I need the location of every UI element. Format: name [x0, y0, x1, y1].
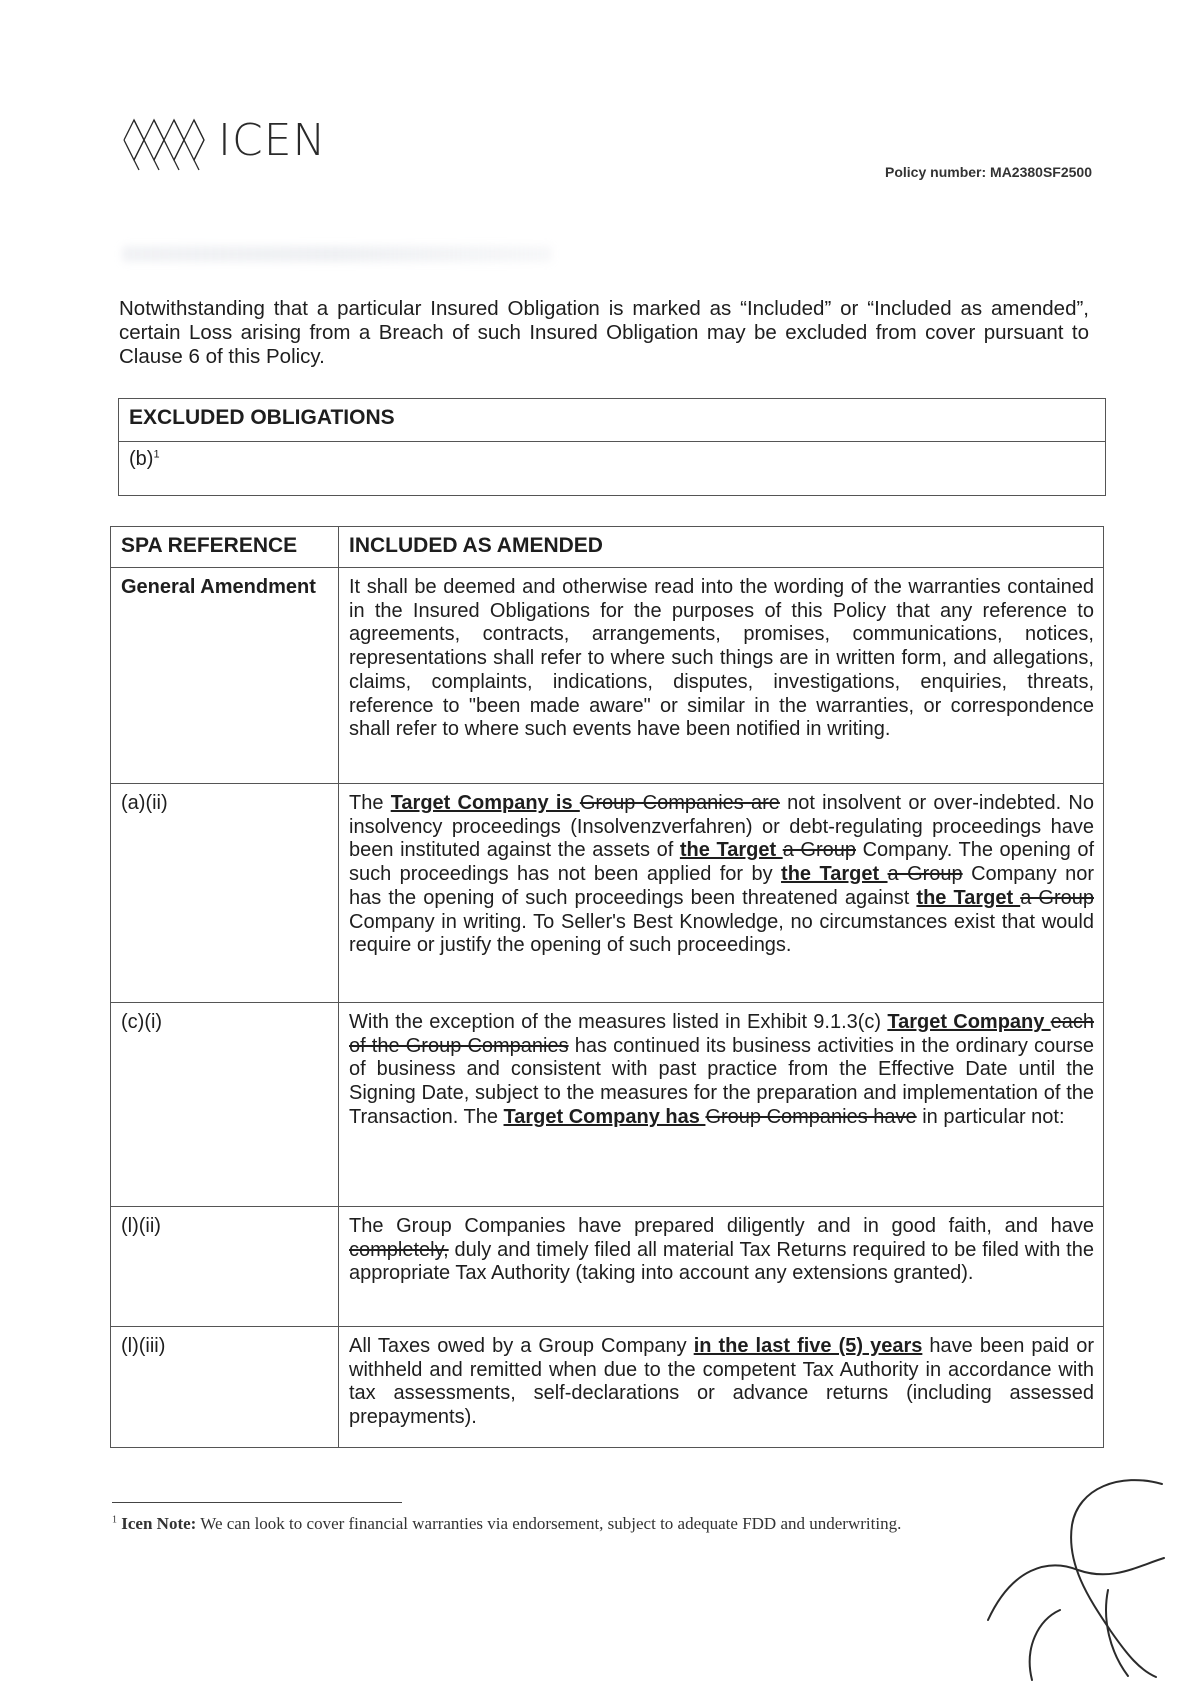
- spa-reference: (a)(ii): [111, 784, 339, 1003]
- deleted-text: a Group: [1020, 886, 1095, 909]
- amended-text: It shall be deemed and otherwise read into the wording of the warranties contained in the Insured Obligations for the purposes of this Policy that any reference to agreements, contracts, arrangements, promises, communications, notices, representations shall refer to where such things are in written form, and allegations, claims, complaints, indications, disputes, investigations, enquiries, threats, reference to "been made aware" or similar in the warranties, or correspondence shall refer to where such events have been notified in writing.: [339, 568, 1104, 784]
- amendments-table: [110, 526, 1104, 1448]
- spa-reference: (l)(iii): [111, 1327, 339, 1448]
- text-segment: in particular not:: [916, 1105, 1065, 1128]
- footnote-ref: 1: [153, 448, 160, 461]
- text-segment: duly and timely filed all material Tax Returns required to be filed with the appropriate Tax Authority (taking into account any extensions granted).: [349, 1238, 1094, 1285]
- amended-text: [339, 1327, 1104, 1448]
- inserted-text: Target Company is: [390, 792, 580, 814]
- text-segment: The: [349, 792, 391, 814]
- col-header-spa-reference: SPA REFERENCE: [111, 527, 339, 568]
- table-row: [111, 1327, 1104, 1448]
- footnote-divider: [112, 1502, 402, 1503]
- footnote-text: We can look to cover financial warranties via endorsement, subject to adequate FDD and underwriting.: [196, 1514, 902, 1533]
- text-segment: have been paid or withheld and remitted when due to the competent Tax Authority in accordance with tax assessments, self-declarations or advance returns (including assessed prepayments).: [349, 1335, 1095, 1429]
- text-segment: Company nor has the opening of such proceedings been threatened against: [349, 863, 1094, 909]
- spa-reference: General Amendment: [111, 568, 339, 784]
- logo: [120, 112, 326, 174]
- text-segment: has continued its business activities in the ordinary course of business and consistent with past practice from the Effective Date until the Signing Date, subject to the measures for the preparation and implementation of the Transaction. The: [349, 1034, 1094, 1128]
- text-segment: All Taxes owed by a Group Company: [349, 1335, 694, 1357]
- excluded-item: [119, 442, 1106, 496]
- spa-reference: (l)(ii): [111, 1207, 339, 1327]
- deleted-text: Group Companies have: [705, 1105, 917, 1128]
- handwritten-signature: [960, 1470, 1170, 1683]
- text-segment: Company in writing. To Seller's Best Knowledge, no circumstances exist that would require or justify the opening of such proceedings.: [349, 910, 1094, 957]
- icen-logo-icon: [120, 112, 210, 174]
- deleted-text: a Group: [887, 863, 963, 886]
- table-row: [111, 1207, 1104, 1327]
- inserted-text: the Target: [679, 839, 783, 862]
- footnote: [112, 1514, 901, 1534]
- table-row: [111, 1003, 1104, 1207]
- amended-text: [339, 784, 1104, 1003]
- inserted-text: Target Company has: [503, 1105, 706, 1128]
- col-header-included-as-amended: INCLUDED AS AMENDED: [339, 527, 1104, 568]
- inserted-text: the Target: [781, 863, 888, 886]
- table-row: [111, 568, 1104, 784]
- policy-number: Policy number: MA2380SF2500: [885, 164, 1092, 180]
- deleted-text: Group Companies are: [579, 792, 780, 814]
- table-row: [111, 784, 1104, 1003]
- table-header-row: [111, 527, 1104, 568]
- logo-text: ICEN: [218, 114, 327, 166]
- excluded-item-label: (b): [129, 448, 154, 470]
- spa-reference: (c)(i): [111, 1003, 339, 1207]
- redacted-heading: [122, 246, 552, 262]
- deleted-text: completely,: [349, 1238, 449, 1261]
- amended-text: [339, 1207, 1104, 1327]
- text-segment: With the exception of the measures listed in Exhibit 9.1.3(c): [349, 1011, 888, 1033]
- text-segment: Company. The opening of such proceedings has not been applied for by: [349, 839, 1095, 886]
- text-segment: The Group Companies have prepared diligently and in good faith, and have: [349, 1215, 1094, 1237]
- excluded-obligations-header: EXCLUDED OBLIGATIONS: [119, 399, 1106, 442]
- intro-paragraph: Notwithstanding that a particular Insured Obligation is marked as “Included” or “Included as amended”, certain Loss arising from a Breach of such Insured Obligation may be excluded from cover pursuant to Clause 6 of this Policy.: [119, 297, 1089, 368]
- inserted-text: Target Company: [887, 1011, 1051, 1033]
- excluded-obligations-table: [118, 398, 1106, 496]
- inserted-text: the Target: [916, 886, 1021, 909]
- text-segment: not insolvent or over-indebted. No insolvency proceedings (Insolvenzverfahren) or debt-regulating proceedings have been instituted against the assets of: [349, 792, 1094, 862]
- deleted-text: each of the Group Companies: [349, 1011, 1095, 1057]
- inserted-text: in the last five (5) years: [693, 1335, 923, 1357]
- deleted-text: a Group: [782, 839, 857, 862]
- footnote-number: 1: [112, 1514, 117, 1526]
- footnote-label: Icen Note:: [121, 1514, 197, 1533]
- amended-text: [339, 1003, 1104, 1207]
